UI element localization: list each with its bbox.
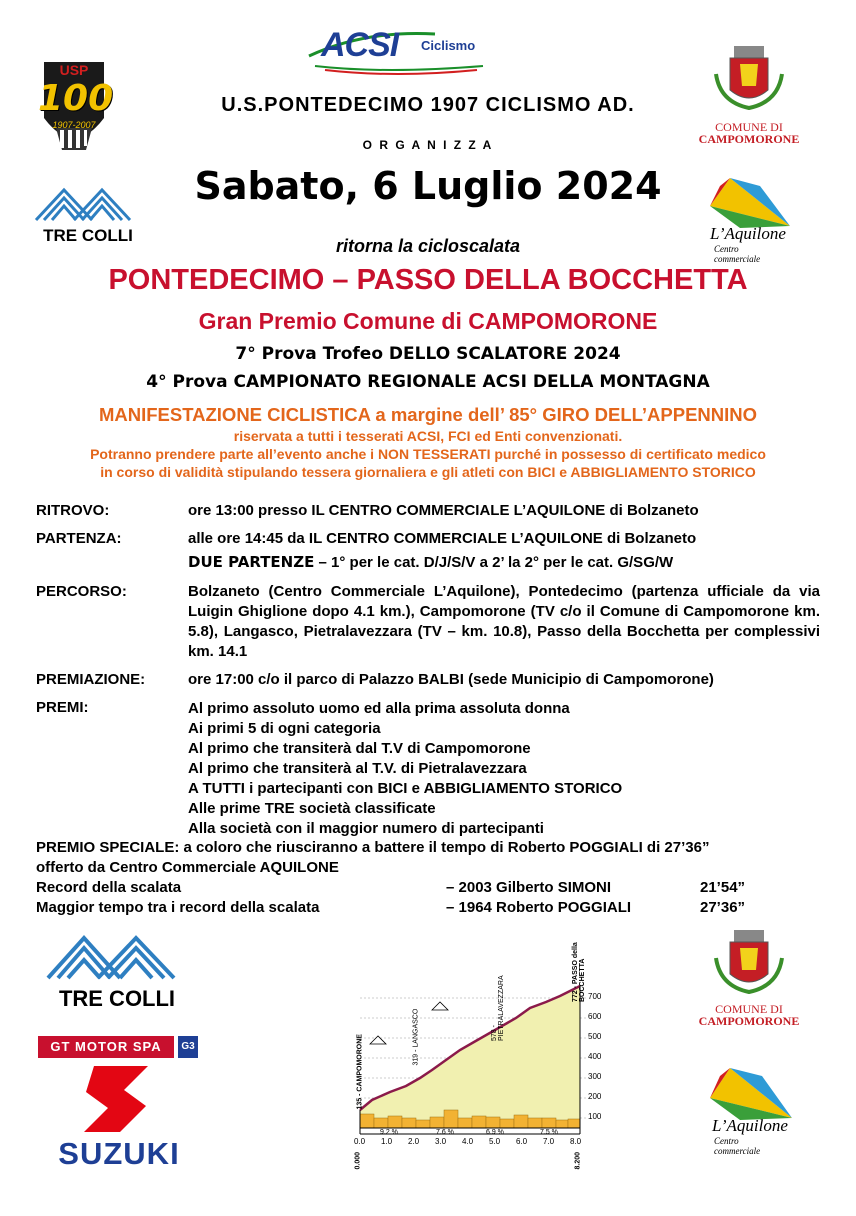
x-tick: 6.0 (516, 1137, 528, 1146)
premiazione-value: ore 17:00 c/o il parco di Palazzo BALBI (sede Municipio di Campomorone) (188, 671, 714, 688)
premi-item: Al primo assoluto uomo ed alla prima assoluta donna (188, 700, 570, 717)
x-end: 8.200 (574, 1151, 582, 1170)
grade-label: 6.9 % (486, 1129, 504, 1136)
aquilone-logo-bottom (700, 1066, 804, 1156)
gt-motor-logo (38, 1036, 198, 1058)
comune-top-line2: CAMPOMORONE (698, 132, 800, 146)
premi-item: Alla società con il maggior numero di partecipanti (188, 820, 544, 837)
tre-colli-text-top: TRE COLLI (43, 226, 133, 245)
comune-logo-bottom (694, 928, 804, 1032)
comune-top-line1: COMUNE DI (715, 120, 783, 134)
maggior-time: 27’36” (700, 899, 746, 916)
gt-badge: G3 (178, 1036, 198, 1058)
premi-list (188, 699, 622, 839)
ritorna: ritorna la cicloscalata (335, 236, 521, 256)
aquilone-sub-bottom: Centro commerciale (714, 1136, 761, 1156)
acsi-logo (305, 26, 495, 76)
usp-100: 100 (38, 78, 114, 119)
premi-label: PREMI: (36, 699, 89, 716)
comune-bottom-line1: COMUNE DI (715, 1002, 783, 1016)
langasco-place: 319 - LANGASCO (412, 1008, 420, 1066)
suzuki-text: SUZUKI (58, 1136, 180, 1171)
offerto-da: offerto da Centro Commerciale AQUILONE (36, 859, 339, 876)
premiazione-label: PREMIAZIONE: (36, 671, 146, 688)
partenza-label: PARTENZA: (36, 530, 122, 547)
profile-area (360, 986, 580, 1128)
x-tick: 7.0 (543, 1137, 555, 1146)
grade-label: 7.5 % (540, 1129, 558, 1136)
premi-item: Al primo che transiterà al T.V. di Pietralavezzara (188, 760, 527, 777)
x-start: 0.000 (354, 1151, 362, 1170)
x-tick: 1.0 (381, 1137, 393, 1146)
x-tick: 4.0 (462, 1137, 474, 1146)
x-tick: 3.0 (435, 1137, 447, 1146)
premi-item: Al primo che transiterà dal T.V di Campomorone (188, 740, 531, 757)
x-tick: 0.0 (354, 1137, 366, 1146)
tre-colli-logo-bottom (44, 932, 190, 1010)
summit-place: 772 - PASSO della BOCCHETTA (572, 942, 586, 1002)
club-name: U.S.PONTEDECIMO 1907 CICLISMO AD. (221, 94, 635, 116)
event-date: Sabato, 6 Luglio 2024 (194, 164, 662, 208)
gt-motor-text: GT MOTOR SPA (38, 1036, 174, 1058)
aquilone-text-bottom: L’Aquilone (712, 1116, 788, 1135)
y-tick: 100 (588, 1112, 602, 1121)
premi-item: Ai primi 5 di ogni categoria (188, 720, 381, 737)
percorso-value: Bolzaneto (Centro Commerciale L’Aquilone), Pontedecimo (partenza ufficiale da via Luigin Ghiglione dopo 4.1 km.), Campomorone (TV c/o il Comune di Campomorone km. 5.8), Langasco, Pietralavezzara (TV – km. 10.8), Passo della Bocchetta per complessivi km. 14.1 (188, 583, 820, 660)
usp-years: 1907-2007 (52, 120, 96, 130)
gran-premio: Gran Premio Comune di CAMPOMORONE (198, 308, 658, 334)
ritrovo-value: ore 13:00 presso IL CENTRO COMMERCIALE L’AQUILONE di Bolzaneto (188, 502, 699, 519)
premi-item: A TUTTI i partecipanti con BICI e ABBIGLIAMENTO STORICO (188, 780, 623, 797)
organizza: O R G A N I Z Z A (362, 138, 494, 152)
grade-label: 7.6 % (436, 1129, 454, 1136)
record-label: Record della scalata (36, 879, 182, 896)
pietralavezzara-place: 578 - PIETRALAVEZZARA (491, 975, 505, 1041)
grade-label: 9.2 % (380, 1129, 398, 1136)
prova-1: 7° Prova Trofeo DELLO SCALATORE 2024 (235, 344, 621, 364)
prova-2: 4° Prova CAMPIONATO REGIONALE ACSI DELLA MONTAGNA (146, 372, 710, 392)
y-tick: 500 (588, 1032, 602, 1041)
due-partenze-text: – 1° per le cat. D/J/S/V a 2’ la 2° per le cat. G/SG/W (314, 554, 674, 571)
premio-speciale: PREMIO SPECIALE: a coloro che riusciranno a battere il tempo di Roberto POGGIALI di 27’36” (36, 839, 710, 856)
note-2: Potranno prendere parte all’evento anche i NON TESSERATI purché in possesso di certificato medico (90, 446, 766, 462)
percorso-label: PERCORSO: (36, 583, 127, 600)
suzuki-logo (38, 1062, 200, 1174)
note-1: riservata a tutti i tesserati ACSI, FCI ed Enti convenzionati. (233, 428, 623, 444)
acsi-ciclismo: Ciclismo (421, 38, 476, 53)
comune-bottom-line2: CAMPOMORONE (698, 1014, 800, 1028)
start-place: 135 - CAMPOMORONE (356, 1034, 364, 1110)
x-tick: 2.0 (408, 1137, 420, 1146)
acsi-text: ACSI (321, 26, 399, 64)
y-tick: 400 (588, 1052, 602, 1061)
y-tick: 600 (588, 1012, 602, 1021)
event-title: PONTEDECIMO – PASSO DELLA BOCCHETTA (108, 264, 748, 296)
record-time: 21’54” (700, 879, 746, 896)
x-tick: 5.0 (489, 1137, 501, 1146)
manifestazione: MANIFESTAZIONE CICLISTICA a margine dell’ 85° GIRO DELL’APPENNINO (98, 404, 758, 425)
note-3: in corso di validità stipulando tessera giornaliera e gli atleti con BICI e ABBIGLIAMENTO STORICO (100, 464, 756, 480)
y-tick: 700 (588, 992, 602, 1001)
maggior-label: Maggior tempo tra i record della scalata (36, 899, 320, 916)
premi-item: Alle prime TRE società classificate (188, 800, 436, 817)
ritrovo-label: RITROVO: (36, 502, 110, 519)
record-who: – 2003 Gilberto SIMONI (446, 879, 612, 896)
due-partenze (188, 553, 673, 571)
maggior-who: – 1964 Roberto POGGIALI (446, 899, 632, 916)
elevation-profile (350, 942, 610, 1170)
y-tick: 300 (588, 1072, 602, 1081)
partenza-value: alle ore 14:45 da IL CENTRO COMMERCIALE L’AQUILONE di Bolzaneto (188, 530, 697, 547)
y-tick: 200 (588, 1092, 602, 1101)
due-partenze-bold: DUE PARTENZE (188, 553, 315, 571)
tre-colli-text-bottom: TRE COLLI (58, 986, 176, 1011)
usp-text: USP (59, 62, 89, 78)
aquilone-sub-top: Centro commerciale (714, 244, 761, 264)
x-tick: 8.0 (570, 1137, 582, 1146)
aquilone-text-top: L’Aquilone (710, 224, 786, 243)
